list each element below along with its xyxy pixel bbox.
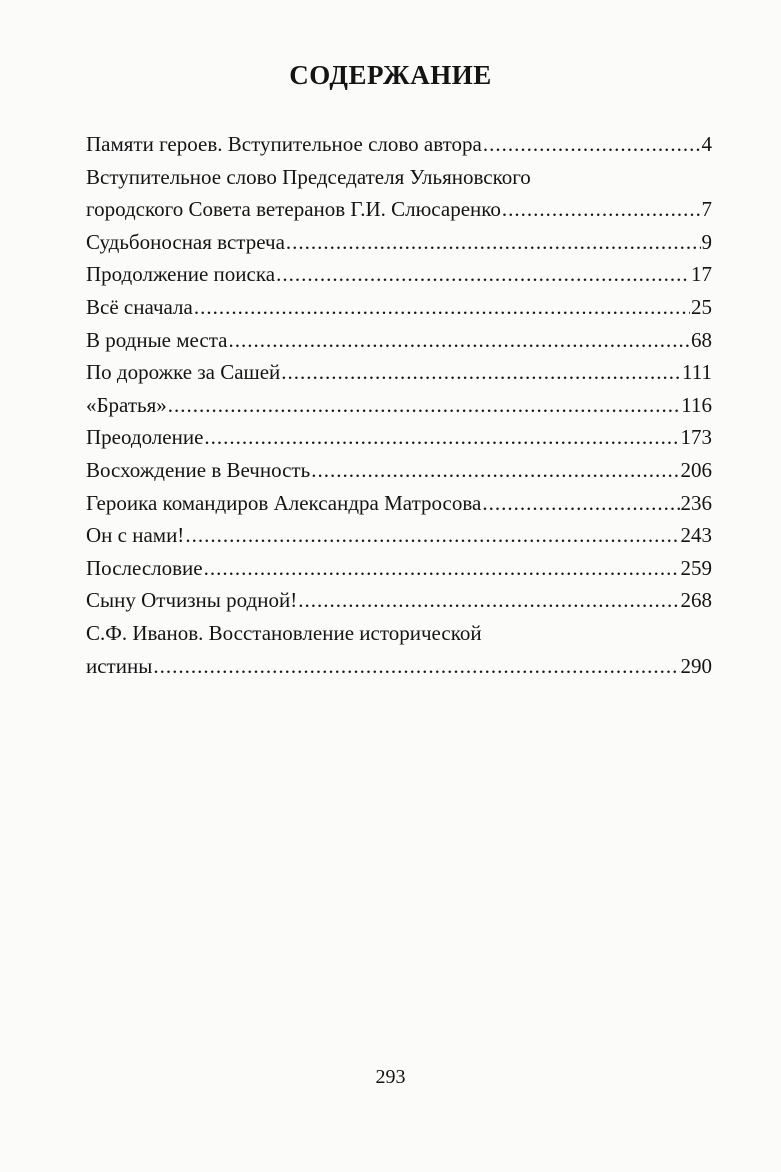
toc-leader-dots [311,454,679,487]
toc-leader-dots [483,128,701,161]
toc-entry-line [86,487,712,520]
toc-leader-dots [502,193,701,226]
toc-entry-line [86,291,712,324]
toc-entry [86,356,712,389]
toc-entry-page: 268 [680,588,712,613]
toc-entry [86,258,712,291]
table-of-contents [86,128,712,682]
toc-entry-title: Сыну Отчизны родной! [86,588,298,613]
toc-entry-title: В родные места [86,327,228,352]
toc-entry-line [86,454,712,487]
toc-entry-title: Он с нами! [86,523,185,548]
toc-entry-page: 290 [680,653,712,678]
toc-entry [86,291,712,324]
toc-entry-page: 4 [701,132,712,156]
toc-entry [86,226,712,259]
toc-entry-line [86,356,712,389]
toc-entry-page: 116 [681,392,712,417]
toc-leader-dots [153,650,679,683]
toc-leader-dots [228,324,690,357]
toc-entry-page: 243 [680,523,712,548]
toc-entry-title: «Братья» [86,392,167,417]
toc-entry-line [86,650,712,683]
toc-entry-line [86,226,712,259]
toc-entry-title: Памяти героев. Вступительное слово автора [86,132,482,156]
toc-entry-title: По дорожке за Сашей [86,360,281,385]
toc-entry [86,128,712,161]
toc-leader-dots [185,519,679,552]
toc-entry [86,487,712,520]
toc-entry-line [86,128,712,161]
toc-entry-title: Восхождение в Вечность [86,457,311,482]
toc-entry-title: Судьбоносная встреча [86,229,285,254]
toc-entry-page: 7 [701,197,712,222]
toc-entry-title: истины [86,653,153,678]
toc-leader-dots [168,389,681,422]
toc-leader-dots [281,356,681,389]
toc-leader-dots [194,291,690,324]
toc-entry-page: 9 [701,229,712,254]
toc-entry [86,552,712,585]
toc-entry-page: 68 [691,327,712,352]
toc-entry-title: Преодоление [86,425,204,450]
page-number: 293 [375,1066,406,1088]
toc-entry-page: 173 [680,425,712,450]
toc-entry [86,161,712,226]
toc-entry-title-line1: С.Ф. Иванов. Восстановление исторической [86,620,482,645]
toc-entry [86,584,712,617]
page-title: СОДЕРЖАНИЕ [289,60,492,90]
toc-entry [86,617,712,682]
toc-entry [86,519,712,552]
toc-entry-line [86,421,712,454]
toc-entry [86,324,712,357]
toc-entry-line [86,258,712,291]
toc-entry-page: 25 [691,294,712,319]
toc-leader-dots [276,258,690,291]
toc-entry-title: Героика командиров Александра Матросова [86,490,482,515]
toc-entry-page: 259 [680,555,712,580]
toc-leader-dots [204,421,679,454]
toc-entry-line [86,193,712,226]
toc-entry-line [86,584,712,617]
toc-entry-page: 111 [682,360,712,385]
toc-entry-title-line1: Вступительное слово Председателя Ульяновского [86,164,531,189]
toc-entry-line [86,389,712,422]
toc-leader-dots [204,552,680,585]
toc-entry-title: Послесловие [86,555,203,580]
toc-entry-title: Продолжение поиска [86,262,276,287]
toc-entry-line [86,552,712,585]
toc-entry-line [86,519,712,552]
toc-entry-page: 236 [680,490,712,515]
toc-entry [86,454,712,487]
toc-entry [86,421,712,454]
toc-leader-dots [298,584,679,617]
toc-entry-page: 206 [680,457,712,482]
toc-entry-line [86,324,712,357]
toc-leader-dots [286,226,701,259]
toc-leader-dots [482,487,679,520]
toc-entry [86,389,712,422]
toc-entry-page: 17 [691,262,712,287]
toc-entry-title: городского Совета ветеранов Г.И. Слюсаренко [86,197,501,222]
toc-entry-title: Всё сначала [86,294,193,319]
